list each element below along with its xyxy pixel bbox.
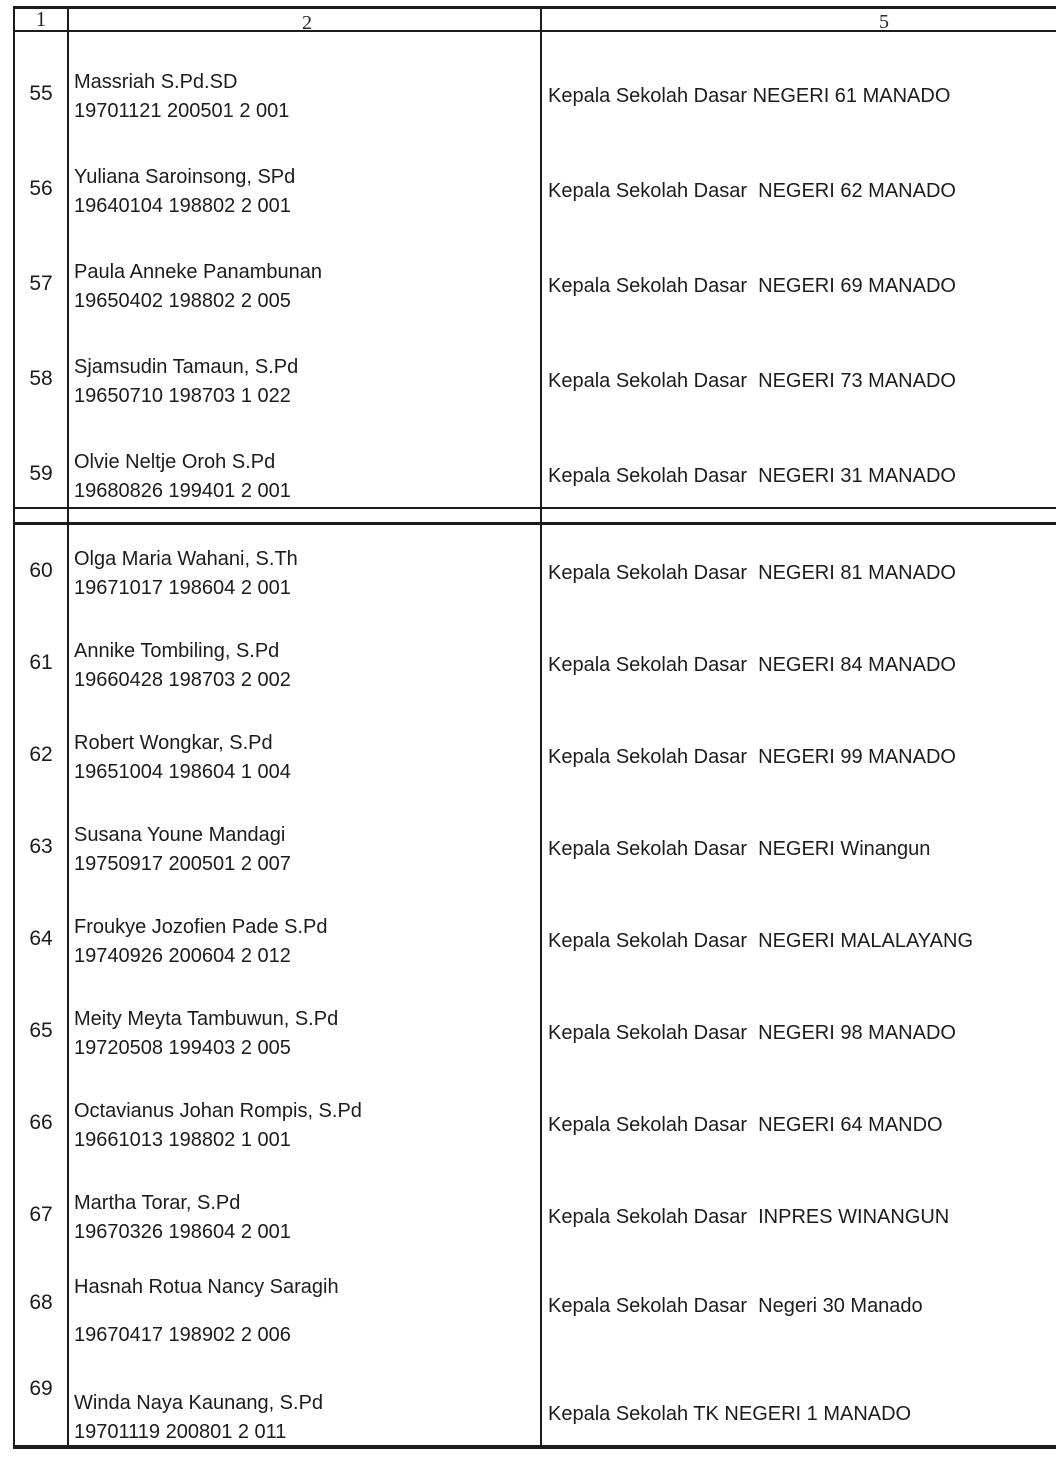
row-name-nip <box>69 709 542 801</box>
row-number: 67 <box>15 1169 69 1261</box>
row-number: 58 <box>15 317 69 412</box>
table-row <box>15 1353 1056 1445</box>
row-name-nip <box>69 127 542 222</box>
person-title: Kepala Sekolah Dasar INPRES WINANGUN <box>548 1206 950 1228</box>
person-title: Kepala Sekolah Dasar NEGERI MALALAYANG <box>548 930 973 952</box>
person-nip: 19661013 198802 1 001 <box>74 1129 291 1151</box>
table-row <box>15 801 1056 893</box>
personnel-table <box>13 6 1056 1449</box>
table-row <box>15 617 1056 709</box>
row-name-nip <box>69 317 542 412</box>
table-section-2 <box>15 525 1056 1449</box>
row-number: 63 <box>15 801 69 893</box>
section-break-spacer-row <box>15 507 1056 525</box>
row-name-nip <box>69 1353 542 1445</box>
person-title: Kepala Sekolah Dasar Negeri 30 Manado <box>548 1295 923 1317</box>
row-number: 56 <box>15 127 69 222</box>
table-row <box>15 222 1056 317</box>
person-nip: 19750917 200501 2 007 <box>74 853 291 875</box>
person-nip: 19670417 198902 2 006 <box>74 1324 291 1346</box>
table-row <box>15 985 1056 1077</box>
person-title: Kepala Sekolah Dasar NEGERI 73 MANADO <box>548 370 956 392</box>
person-name: Yuliana Saroinsong, SPd <box>74 166 296 188</box>
table-row <box>15 1169 1056 1261</box>
person-name: Massriah S.Pd.SD <box>74 71 238 93</box>
row-name-nip <box>69 617 542 709</box>
header-col-number: 1 <box>15 9 69 30</box>
person-name: Olga Maria Wahani, S.Th <box>74 548 298 570</box>
row-name-nip <box>69 1261 542 1353</box>
person-title: Kepala Sekolah Dasar NEGERI 31 MANADO <box>548 465 956 487</box>
row-name-nip <box>69 412 542 507</box>
person-title: Kepala Sekolah Dasar NEGERI 61 MANADO <box>548 85 951 107</box>
row-name-nip <box>69 32 542 127</box>
person-nip: 19670326 198604 2 001 <box>74 1221 291 1243</box>
row-number: 64 <box>15 893 69 985</box>
table-row <box>15 1261 1056 1353</box>
person-name: Hasnah Rotua Nancy Saragih <box>74 1276 339 1298</box>
person-title: Kepala Sekolah Dasar NEGERI 64 MANDO <box>548 1114 943 1136</box>
person-title: Kepala Sekolah Dasar NEGERI Winangun <box>548 838 931 860</box>
person-nip: 19650402 198802 2 005 <box>74 290 291 312</box>
person-title: Kepala Sekolah Dasar NEGERI 69 MANADO <box>548 275 956 297</box>
person-name: Octavianus Johan Rompis, S.Pd <box>74 1100 362 1122</box>
person-title: Kepala Sekolah TK NEGERI 1 MANADO <box>548 1403 912 1425</box>
table-row <box>15 893 1056 985</box>
person-name: Olvie Neltje Oroh S.Pd <box>74 451 276 473</box>
table-row <box>15 525 1056 617</box>
row-number: 66 <box>15 1077 69 1169</box>
row-name-nip <box>69 1169 542 1261</box>
person-nip: 19671017 198604 2 001 <box>74 577 291 599</box>
table-header-row <box>15 9 1056 32</box>
table-row <box>15 127 1056 222</box>
person-title: Kepala Sekolah Dasar NEGERI 98 MANADO <box>548 1022 956 1044</box>
person-title: Kepala Sekolah Dasar NEGERI 81 MANADO <box>548 562 956 584</box>
person-title: Kepala Sekolah Dasar NEGERI 84 MANADO <box>548 654 956 676</box>
table-row <box>15 317 1056 412</box>
table-section-1 <box>15 32 1056 507</box>
row-number: 61 <box>15 617 69 709</box>
spacer-cell-title <box>542 509 1056 522</box>
row-number: 69 <box>15 1353 69 1445</box>
row-name-nip <box>69 801 542 893</box>
row-number: 68 <box>15 1261 69 1353</box>
row-number: 62 <box>15 709 69 801</box>
person-nip: 19680826 199401 2 001 <box>74 480 291 502</box>
person-name: Froukye Jozofien Pade S.Pd <box>74 916 328 938</box>
spacer-cell-number <box>15 509 69 522</box>
person-nip: 19651004 198604 1 004 <box>74 761 291 783</box>
spacer-cell-name <box>69 509 542 522</box>
row-name-nip <box>69 525 542 617</box>
header-col-title: 5 <box>879 11 889 30</box>
row-number: 60 <box>15 525 69 617</box>
row-number: 59 <box>15 412 69 507</box>
person-title: Kepala Sekolah Dasar NEGERI 62 MANADO <box>548 180 956 202</box>
row-number: 65 <box>15 985 69 1077</box>
person-name: Meity Meyta Tambuwun, S.Pd <box>74 1008 339 1030</box>
person-nip: 19660428 198703 2 002 <box>74 669 291 691</box>
person-nip: 19640104 198802 2 001 <box>74 195 291 217</box>
row-name-nip <box>69 893 542 985</box>
header-col-name-nip: 2 <box>69 9 542 30</box>
row-name-nip <box>69 985 542 1077</box>
person-name: Susana Youne Mandagi <box>74 824 286 846</box>
person-name: Sjamsudin Tamaun, S.Pd <box>74 356 299 378</box>
person-nip: 19701121 200501 2 001 <box>74 100 290 122</box>
person-name: Winda Naya Kaunang, S.Pd <box>74 1392 324 1414</box>
table-row <box>15 1077 1056 1169</box>
person-nip: 19650710 198703 1 022 <box>74 385 291 407</box>
person-nip: 19701119 200801 2 011 <box>74 1421 287 1443</box>
person-name: Martha Torar, S.Pd <box>74 1192 241 1214</box>
row-name-nip <box>69 222 542 317</box>
person-name: Annike Tombiling, S.Pd <box>74 640 280 662</box>
row-number: 55 <box>15 32 69 127</box>
row-name-nip <box>69 1077 542 1169</box>
person-name: Robert Wongkar, S.Pd <box>74 732 273 754</box>
person-title: Kepala Sekolah Dasar NEGERI 99 MANADO <box>548 746 956 768</box>
row-number: 57 <box>15 222 69 317</box>
table-row <box>15 412 1056 507</box>
person-nip: 19720508 199403 2 005 <box>74 1037 291 1059</box>
person-nip: 19740926 200604 2 012 <box>74 945 291 967</box>
table-row <box>15 32 1056 127</box>
table-row <box>15 709 1056 801</box>
person-name: Paula Anneke Panambunan <box>74 261 322 283</box>
